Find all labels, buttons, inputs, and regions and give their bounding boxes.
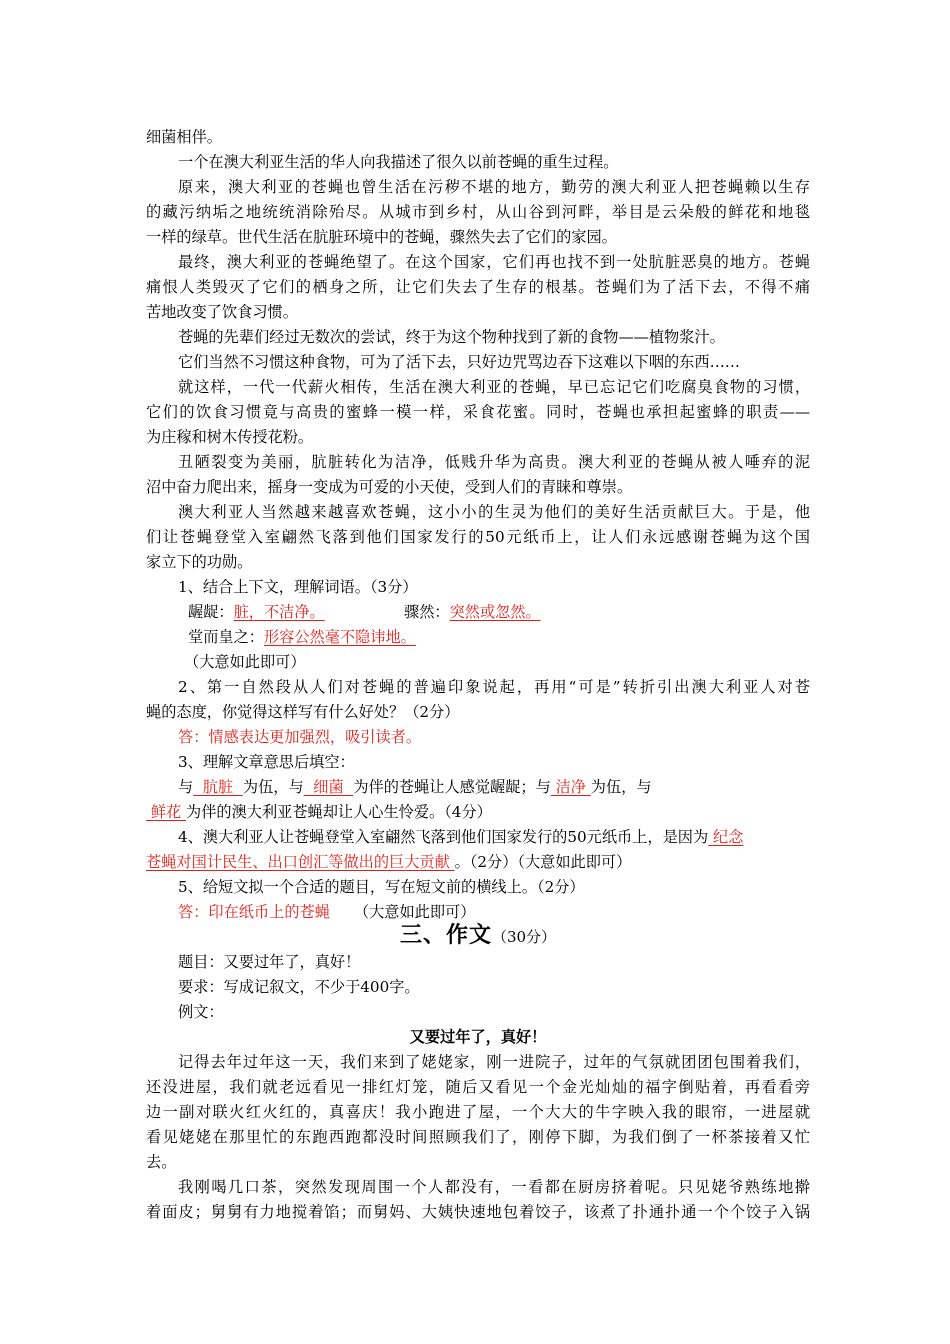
q3-blank-2: 细菌 <box>303 778 354 796</box>
q3-text: 为伴的澳大利亚苍蝇却让人心生怜爱。（4分） <box>186 803 492 821</box>
example-label: 例文： <box>178 1003 224 1021</box>
question-5-prompt: 5、给短文拟一个合适的题目，写在短文前的横线上。（2分） <box>178 878 585 896</box>
term-label: 龌龊： <box>188 603 234 621</box>
passage-line: 们让苍蝇登堂入室翩然飞落到他们国家发行的50元纸币上，让人们永远感谢苍蝇为这个国 <box>146 528 810 546</box>
question-4-line-2 <box>146 850 810 875</box>
term-label: 堂而皇之： <box>188 628 264 646</box>
passage-line: 它们当然不习惯这种食物，可为了活下去，只好边咒骂边吞下这难以下咽的东西…… <box>178 353 740 371</box>
essay-line: 记得去年过年这一天，我们来到了姥姥家，刚一进院子，过年的气氛就团团包围着我们， <box>178 1053 810 1071</box>
answer-text: 突然或忽然。 <box>449 603 541 621</box>
question-2-prompt-cont: 蝇的态度，你觉得这样写有什么好处？（2分） <box>146 703 460 721</box>
q1-term-2 <box>404 600 604 625</box>
passage-line: 苦地改变了饮食习惯。 <box>146 303 298 321</box>
essay-topic: 题目：又要过年了，真好！ <box>178 953 361 971</box>
essay-title: 又要过年了，真好！ <box>409 1028 547 1046</box>
essay-requirement: 要求：写成记叙文，不少于400字。 <box>178 978 420 996</box>
passage-line: 一样的绿草。世代生活在肮脏环境中的苍蝇，骤然失去了它们的家园。 <box>146 228 617 246</box>
essay-line: 我刚喝几口茶，突然发现周围一个人都没有，一看都在厨房挤着呢。只见姥爷熟练地擀 <box>178 1178 810 1196</box>
q3-text: 为伍，与 <box>590 778 652 796</box>
q3-blank-4: 鲜花 <box>146 803 187 821</box>
question-2-answer: 答：情感表达更加强烈，吸引读者。 <box>178 728 421 746</box>
q4-text: 。（2分）（大意如此即可） <box>454 853 632 871</box>
q5-note: （大意如此即可） <box>353 903 476 921</box>
section-heading <box>146 920 810 952</box>
passage-line: 苍蝇的先辈们经过无数次的尝试，终于为这个物种找到了新的食物——植物浆汁。 <box>178 328 725 346</box>
q3-text: 为伴的苍蝇让人感觉龌龊；与 <box>353 778 551 796</box>
q1-note: （大意如此即可） <box>184 653 306 671</box>
passage-line: 最终，澳大利亚的苍蝇绝望了。在这个国家，它们再也找不到一处肮脏恶臭的地方。苍蝇 <box>178 253 810 271</box>
passage-line: 家立下的功勋。 <box>146 553 253 571</box>
essay-line: 去。 <box>146 1153 177 1171</box>
passage-line: 痛恨人类毁灭了它们的栖身之所，让它们失去了生存的根基。苍蝇们为了活下去，不得不痛 <box>146 278 810 296</box>
question-3-line-1 <box>178 775 810 800</box>
question-2-prompt: 2、第一自然段从人们对苍蝇的普遍印象说起，再用“可是”转折引出澳大利亚人对苍 <box>178 678 810 696</box>
answer-text: 脏，不洁净。 <box>233 603 325 621</box>
q3-text: 与 <box>178 778 194 796</box>
essay-line: 还没进屋，我们就老远看见一排红灯笼，随后又看见一个金光灿灿的福字倒贴着，再看看旁 <box>146 1078 810 1096</box>
q4-text: 4、澳大利亚人让苍蝇登堂入室翩然飞落到他们国家发行的50元纸币上，是因为 <box>178 828 709 846</box>
passage-line: 细菌相伴。 <box>146 128 222 146</box>
essay-line: 边一副对联火红火红的，真喜庆！我小跑进了屋，一个大大的牛字映入我的眼帘，一进屋就 <box>146 1103 810 1121</box>
question-4-line-1 <box>178 825 810 850</box>
q3-blank-1: 肮脏 <box>193 778 243 796</box>
question-3-line-2 <box>146 800 810 825</box>
q4-answer: 苍蝇对国计民生、出口创汇等做出的巨大贡献 <box>146 853 455 871</box>
passage-line: 就这样，一代一代薪火相传，生活在澳大利亚的苍蝇，早已忘记它们吃腐臭食物的习惯， <box>178 378 810 396</box>
section-title: 三、作文 <box>399 922 492 948</box>
term-label: 骤然： <box>404 603 450 621</box>
essay-line: 着面皮；舅舅有力地搅着馅；而舅妈、大姨快速地包着饺子，该煮了扑通扑通一个个饺子入锅 <box>146 1203 810 1221</box>
answer-text: 形容公然毫不隐讳地。 <box>263 628 416 646</box>
passage-line: 丑陋裂变为美丽，肮脏转化为洁净，低贱升华为高贵。澳大利亚的苍蝇从被人唾弃的泥 <box>178 453 810 471</box>
q1-term-3 <box>188 625 588 650</box>
passage-line: 原来，澳大利亚的苍蝇也曾生活在污秽不堪的地方，勤劳的澳大利亚人把苍蝇赖以生存 <box>178 178 810 196</box>
passage-line: 一个在澳大利亚生活的华人向我描述了很久以前苍蝇的重生过程。 <box>178 153 619 171</box>
essay-line: 看见姥姥在那里忙的东跑西跑都没时间照顾我们了，刚停下脚，为我们倒了一杯茶接着又忙 <box>146 1128 810 1146</box>
passage-line: 沼中奋力爬出来，摇身一变成为可爱的小天使，受到人们的青睐和尊崇。 <box>146 478 632 496</box>
passage-line: 它们的饮食习惯竟与高贵的蜜蜂一模一样，采食花蜜。同时，苍蝇也承担起蜜蜂的职责—— <box>146 403 810 421</box>
question-3-prompt: 3、理解文章意思后填空： <box>178 753 355 771</box>
passage-line: 为庄稼和树木传授花粉。 <box>146 428 314 446</box>
section-points: （30分） <box>491 928 557 946</box>
q4-answer: 纪念 <box>708 828 744 846</box>
q5-answer: 答：印在纸币上的苍蝇 <box>178 903 330 921</box>
q1-term-1 <box>188 600 388 625</box>
question-1-prompt: 1、结合上下文，理解词语。（3分） <box>178 578 418 596</box>
q3-text: 为伍，与 <box>242 778 304 796</box>
q3-blank-3: 洁净 <box>550 778 591 796</box>
passage-line: 澳大利亚人当然越来越喜欢苍蝇，这小小的生灵为他们的美好生活贡献巨大。于是，他 <box>178 503 810 521</box>
passage-line: 的藏污纳垢之地统统消除殆尽。从城市到乡村，从山谷到河畔，举目是云朵般的鲜花和地毯 <box>146 203 810 221</box>
